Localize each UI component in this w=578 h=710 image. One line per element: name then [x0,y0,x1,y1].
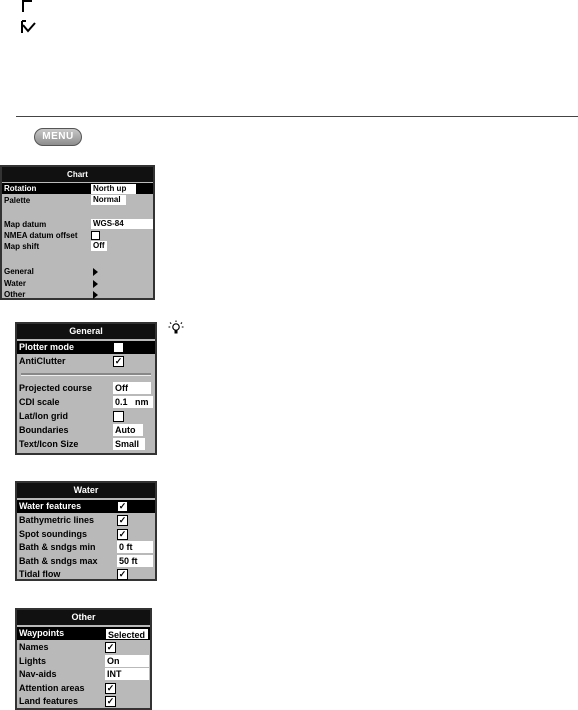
menu-button[interactable]: MENU [34,128,82,146]
menu-row-anticlutter[interactable] [17,355,155,368]
menu-row-land-features[interactable] [17,695,150,708]
waypoints-value[interactable]: Selected [105,628,149,640]
latlon-grid-checkbox[interactable] [113,411,124,422]
anticlutter-checkbox[interactable]: ✓ [114,356,123,366]
checkbox-checked-icon [21,20,37,36]
general-menu-panel [15,322,157,455]
row-label: General [4,267,34,276]
other-menu-panel [15,608,152,710]
section-divider [16,116,578,117]
row-label: Water features [19,501,82,511]
submenu-arrow-icon [93,268,98,276]
boundaries-value[interactable]: Auto [113,424,143,436]
nav-aids-value[interactable]: INT [105,668,149,680]
attention-areas-checkbox[interactable]: ✓ [106,683,115,693]
bath-sndgs-min-value[interactable]: 0 ft [117,541,153,553]
menu-row-latlon-grid[interactable] [17,410,155,423]
lights-value[interactable]: On [105,655,149,667]
row-label: Other [4,290,26,299]
row-label: Map shift [4,242,40,251]
lightbulb-icon [168,320,184,336]
row-label: Bath & sndgs min [19,542,96,552]
bath-sndgs-max-value[interactable]: 50 ft [117,555,153,567]
chart-menu-panel [0,165,155,300]
names-checkbox[interactable]: ✓ [106,642,115,652]
menu-row-other[interactable] [2,289,153,300]
row-label: Land features [19,696,79,706]
row-label: Names [19,642,49,652]
text-icon-size-value[interactable]: Small [113,438,145,450]
map-datum-value[interactable]: WGS-84 [91,219,153,229]
menu-row-tidal-flow[interactable] [17,568,155,581]
palette-value[interactable]: Normal [91,195,126,205]
row-label: Projected course [19,383,93,393]
menu-row-names[interactable] [17,641,150,654]
row-label: Lat/lon grid [19,411,68,421]
menu-row-palette[interactable] [2,195,153,206]
menu-row-general[interactable] [2,266,153,277]
menu-row-lights[interactable] [17,655,150,668]
row-label: Lights [19,656,46,666]
menu-row-rotation[interactable] [2,183,153,194]
panel-title: Chart [2,167,153,182]
row-label: AntiClutter [19,356,66,366]
row-label: Bathymetric lines [19,515,95,525]
row-label: Nav-aids [19,669,57,679]
row-label: Map datum [4,220,47,229]
panel-title: Water [17,483,155,498]
menu-row-spot-soundings[interactable] [17,528,155,541]
panel-title: Other [17,610,150,625]
rotation-value[interactable]: North up [91,184,136,194]
water-menu-panel [15,481,157,581]
menu-row-bath-sndgs-max[interactable] [17,555,155,568]
spot-soundings-checkbox[interactable]: ✓ [118,529,127,539]
menu-row-attention-areas[interactable] [17,682,150,695]
row-label: Boundaries [19,425,69,435]
row-label: CDI scale [19,397,60,407]
projected-course-value[interactable]: Off [113,382,151,394]
menu-row-text-icon-size[interactable] [17,438,155,451]
plotter-mode-checkbox[interactable] [113,342,124,353]
map-shift-value[interactable]: Off [91,241,107,251]
tidal-flow-checkbox[interactable]: ✓ [118,569,127,579]
panel-title: General [17,324,155,339]
row-label: Attention areas [19,683,85,693]
water-features-checkbox[interactable]: ✓ [118,501,127,511]
bathymetric-lines-checkbox[interactable]: ✓ [118,515,127,525]
land-features-checkbox[interactable]: ✓ [106,696,115,706]
cdi-scale-value[interactable]: 0.1 nm [113,396,153,408]
menu-row-bathymetric-lines[interactable] [17,514,155,527]
submenu-arrow-icon [93,280,98,288]
row-label: Plotter mode [19,342,75,352]
menu-row-waypoints[interactable] [17,627,150,640]
menu-row-nmea-datum-offset[interactable] [2,230,153,241]
row-label: Waypoints [19,628,65,638]
menu-row-map-shift[interactable] [2,241,153,252]
menu-row-nav-aids[interactable] [17,668,150,681]
separator [21,373,151,376]
row-label: NMEA datum offset [4,231,78,240]
row-label: Tidal flow [19,569,61,579]
row-label: Water [4,279,26,288]
checkbox-empty-icon [22,0,32,12]
menu-row-boundaries[interactable] [17,424,155,437]
menu-row-bath-sndgs-min[interactable] [17,541,155,554]
row-label: Palette [4,196,31,205]
submenu-arrow-icon [93,291,98,299]
row-label: Rotation [4,184,37,193]
menu-row-water[interactable] [2,278,153,289]
menu-row-projected-course[interactable] [17,382,155,395]
nmea-offset-checkbox[interactable] [91,231,100,240]
row-label: Spot soundings [19,529,87,539]
row-label: Bath & sndgs max [19,556,98,566]
menu-row-water-features[interactable] [17,500,155,513]
menu-row-plotter-mode[interactable] [17,341,155,354]
menu-row-cdi-scale[interactable] [17,396,155,409]
menu-row-map-datum[interactable] [2,219,153,230]
row-label: Text/Icon Size [19,439,79,449]
